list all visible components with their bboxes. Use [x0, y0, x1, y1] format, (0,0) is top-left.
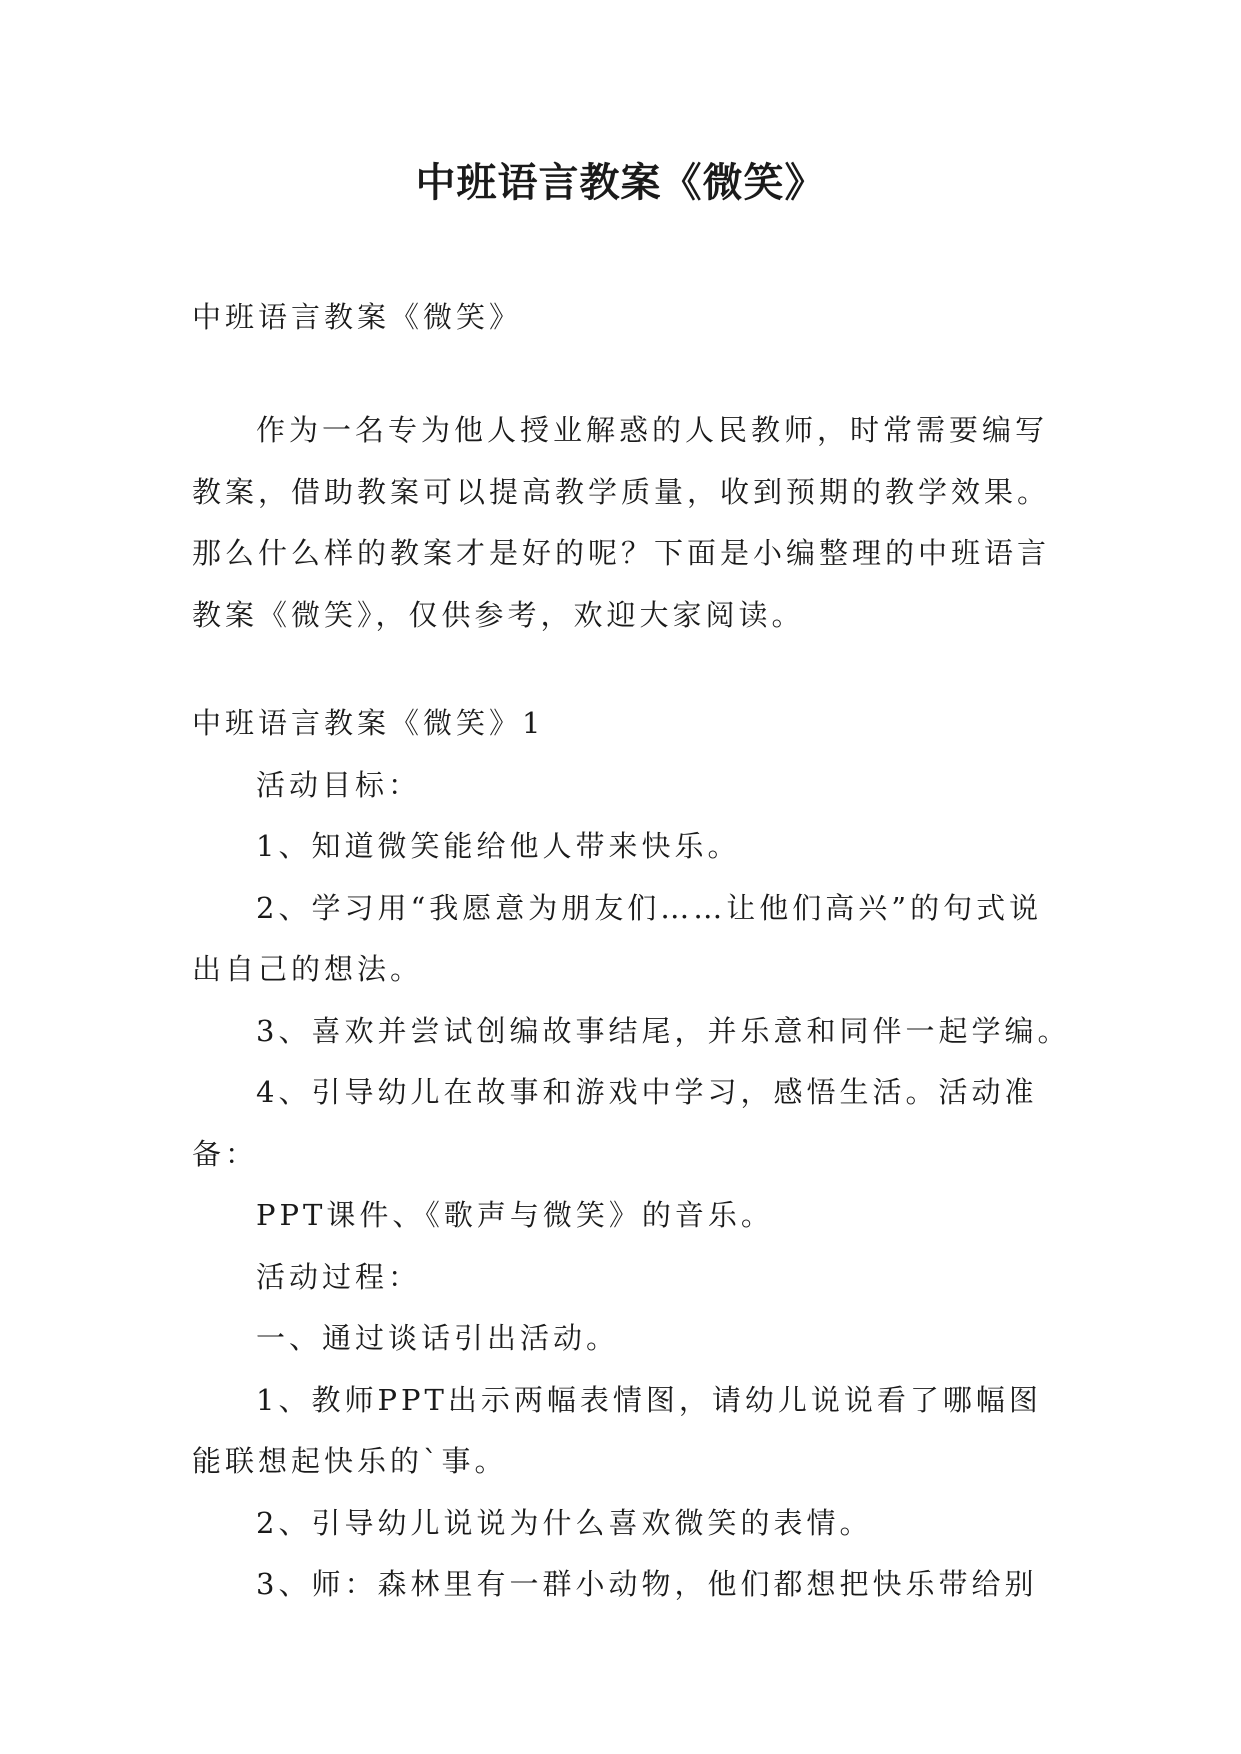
paragraph-step-1-1: 1、教师PPT出示两幅表情图，请幼儿说说看了哪幅图能联想起快乐的`事。	[192, 1382, 1042, 1478]
section-heading: 中班语言教案《微笑》1	[192, 706, 545, 740]
paragraph-step-1-heading: 一、通过谈话引出活动。	[256, 1321, 620, 1355]
paragraph-step-1-2: 2、引导幼儿说说为什么喜欢微笑的表情。	[256, 1505, 873, 1540]
paragraph-goal-1: 1、知道微笑能给他人带来快乐。	[256, 829, 741, 863]
intro-text: 作为一名专为他人授业解惑的人民教师，时常需要编写教案，借助教案可以提高教学质量，收到预期的教学效果。那么什么样的教案才是好的呢？下面是小编整理的中班语言教案《微笑》，仅供参考，欢迎大家阅读。	[192, 413, 1051, 632]
document-title: 中班语言教案《微笑》	[415, 159, 826, 206]
paragraph-goal-2: 2、学习用“我愿意为朋友们……让他们高兴”的句式说出自己的想法。	[192, 890, 1043, 986]
subtitle-text: 中班语言教案《微笑》	[192, 300, 523, 334]
paragraph-activity-goals: 活动目标：	[256, 767, 422, 802]
document-subtitle	[192, 287, 1072, 349]
paragraph-step-1-3: 3、师：森林里有一群小动物，他们都想把快乐带给别	[256, 1567, 1038, 1601]
section-1	[192, 693, 1072, 1616]
paragraph-goal-3: 3、喜欢并尝试创编故事结尾，并乐意和同伴一起学编。	[256, 1013, 1071, 1048]
paragraph-materials: PPT课件、《歌声与微笑》的音乐。	[256, 1198, 774, 1232]
paragraph-process-heading: 活动过程：	[256, 1259, 422, 1294]
paragraph-goal-4: 4、引导幼儿在故事和游戏中学习，感悟生活。活动准备：	[192, 1075, 1038, 1171]
intro-paragraph	[192, 400, 1072, 646]
